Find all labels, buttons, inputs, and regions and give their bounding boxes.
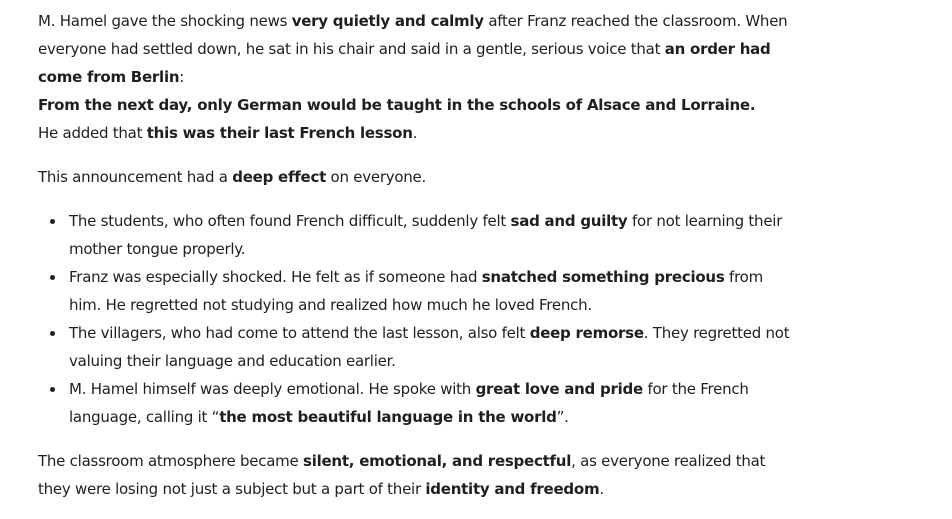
bold-run: an order had come from Berlin	[38, 40, 771, 86]
bold-run: silent, emotional, and respectful	[303, 452, 572, 470]
paragraph-order	[38, 91, 798, 119]
text-run: for the French language, calling it “	[69, 380, 749, 426]
bold-run: great love and pride	[475, 380, 643, 398]
text-run: The students, who often found French difficult, suddenly felt	[69, 212, 511, 230]
text-run: for not learning their mother tongue properly.	[69, 212, 783, 258]
bold-run: sad and guilty	[510, 212, 628, 230]
bold-run: deep effect	[232, 168, 327, 186]
bold-run: identity and freedom	[425, 480, 600, 498]
text-run: M. Hamel himself was deeply emotional. He spoke with	[69, 380, 476, 398]
list-item	[38, 319, 798, 375]
list-item	[38, 375, 798, 431]
text-run: The villagers, who had come to attend the last lesson, also felt	[69, 324, 530, 342]
bold-run: deep remorse	[529, 324, 644, 342]
bold-run: the most beautiful language in the world	[219, 408, 557, 426]
text-run: from him. He regretted not studying and realized how much he loved French.	[69, 268, 763, 314]
text-run: ”.	[556, 408, 569, 426]
text-run: , as everyone realized that they were losing not just a subject but a part of their	[38, 452, 766, 498]
bold-run: this was their last French lesson	[146, 124, 413, 142]
text-run: M. Hamel gave the shocking news	[38, 12, 292, 30]
paragraph-conclusion	[38, 447, 798, 503]
text-run: after Franz reached the classroom. When everyone had settled down, he sat in his chair and said in a gentle, serious voice that	[38, 12, 788, 58]
text-run: He added that	[38, 124, 147, 142]
paragraph-effect	[38, 163, 798, 191]
text-run: on everyone.	[326, 168, 427, 186]
list-item	[38, 207, 798, 263]
text-run: .	[599, 480, 604, 498]
bold-run: snatched something precious	[481, 268, 725, 286]
paragraph-intro	[38, 7, 798, 91]
text-run: This announcement had a	[38, 168, 233, 186]
text-run: :	[179, 68, 185, 86]
text-run: .	[412, 124, 418, 142]
bold-run: very quietly and calmly	[291, 12, 484, 30]
text-run: The classroom atmosphere became	[38, 452, 304, 470]
bold-run: From the next day, only German would be taught in the schools of Alsace and Lorraine.	[38, 96, 756, 114]
text-run: Franz was especially shocked. He felt as if someone had	[69, 268, 482, 286]
paragraph-last-lesson	[38, 119, 798, 147]
list-item	[38, 263, 798, 319]
effects-list	[38, 207, 798, 431]
text-run: . They regretted not valuing their language and education earlier.	[69, 324, 790, 370]
document-body	[38, 7, 798, 503]
